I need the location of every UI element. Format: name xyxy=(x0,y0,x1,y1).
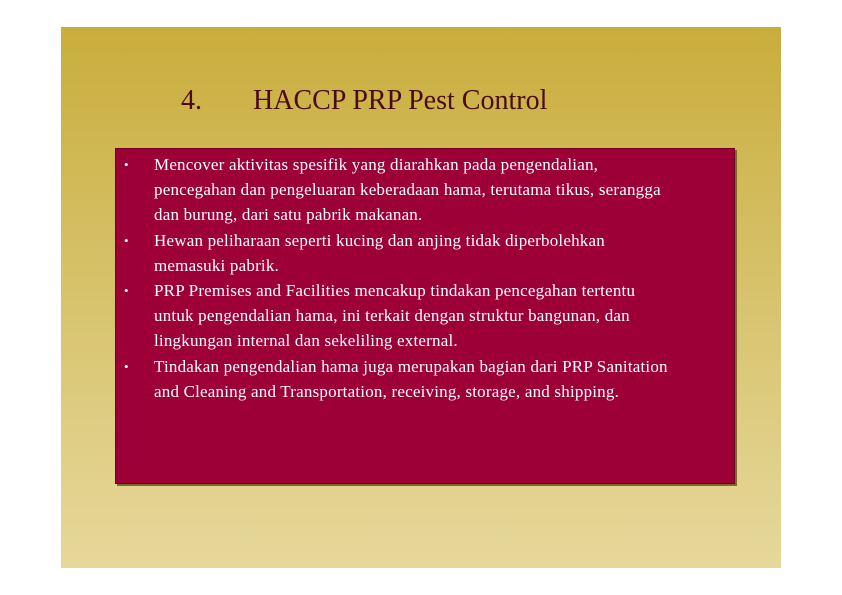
title-text: HACCP PRP Pest Control xyxy=(253,85,548,116)
bullet-text: Hewan peliharaan seperti kucing dan anjing tidak diperbolehkan memasuki pabrik. xyxy=(154,230,605,275)
bullet-text: PRP Premises and Facilities mencakup tindakan pencegahan tertentu untuk pengendalian hama, ini terkait dengan struktur bangunan, dan lingkungan internal dan sekeliling external. xyxy=(154,281,636,351)
bullet-list xyxy=(116,152,734,404)
slide-title xyxy=(181,85,681,117)
bullet-icon: • xyxy=(124,358,129,374)
content-box xyxy=(115,148,735,484)
bullet-icon: • xyxy=(124,232,129,248)
bullet-item xyxy=(116,354,734,404)
bullet-icon: • xyxy=(124,157,129,172)
bullet-text: Tindakan pengendalian hama juga merupakan bagian dari PRP Sanitation and Cleaning and Transportation, receiving, storage, and shipping. xyxy=(154,356,668,401)
bullet-item xyxy=(116,228,734,278)
bullet-item xyxy=(116,152,734,228)
bullet-text: Mencover aktivitas spesifik yang diarahkan pada pengendalian, pencegahan dan pengeluaran keberadaan hama, terutama tikus, serangga dan burung, dari satu pabrik makanan. xyxy=(154,155,661,225)
bullet-item xyxy=(116,278,734,354)
title-number: 4. xyxy=(181,85,202,116)
slide xyxy=(61,27,781,568)
bullet-icon: • xyxy=(124,283,129,299)
